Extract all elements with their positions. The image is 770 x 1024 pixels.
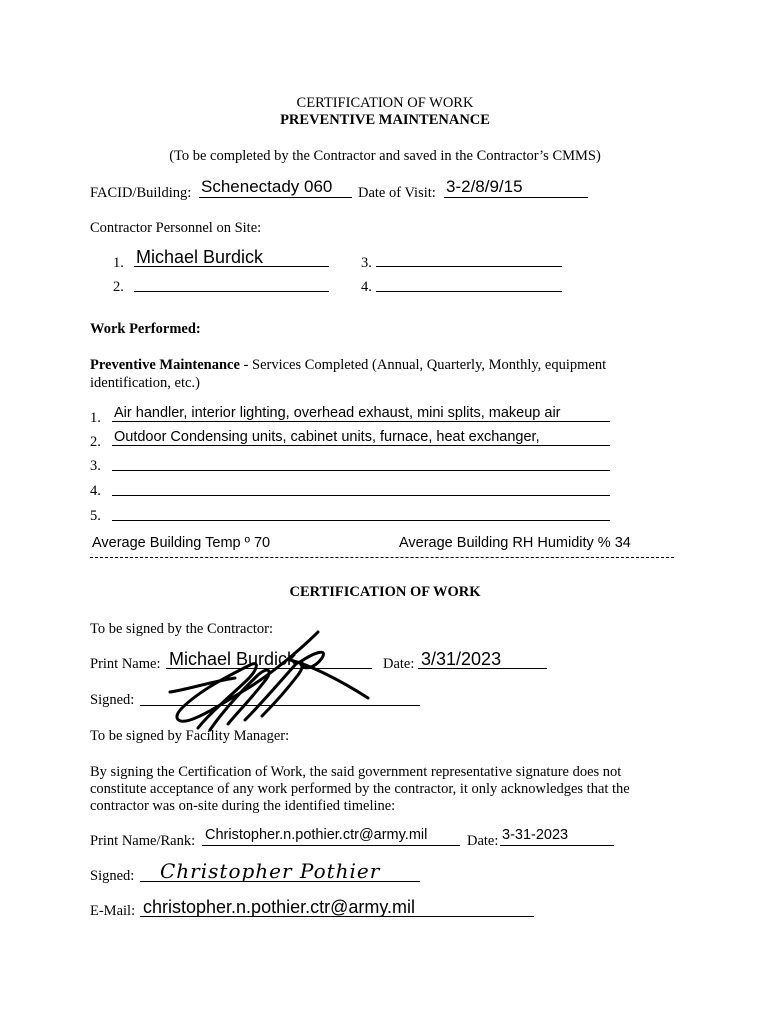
fm-date-value: 3-31-2023 — [502, 827, 569, 843]
fm-date-field[interactable] — [500, 845, 614, 846]
disclaimer-line-3: contractor was on-site during the identified timeline: — [90, 798, 396, 814]
personnel-field-3[interactable] — [376, 266, 562, 267]
service-field-5[interactable] — [112, 520, 610, 521]
personnel-num-1: 1. — [113, 255, 124, 271]
facid-field[interactable] — [199, 197, 352, 198]
rank-value: Christopher.n.pothier.ctr@army.mil — [205, 827, 428, 843]
fm-date-label: Date: — [467, 833, 499, 849]
pm-text: - Services Completed (Annual, Quarterly, Monthly, equipment — [239, 357, 607, 373]
form-subtitle: PREVENTIVE MAINTENANCE — [280, 112, 490, 128]
personnel-value-1: Michael Burdick — [136, 247, 264, 267]
rank-label: Print Name/Rank: — [90, 833, 196, 849]
fm-signature-mark: Christopher Pothier — [160, 859, 381, 883]
contractor-date-value: 3/31/2023 — [421, 649, 502, 669]
work-heading: Work Performed: — [90, 321, 201, 337]
pm-description — [90, 357, 606, 374]
visit-date-label: Date of Visit: — [358, 185, 436, 201]
personnel-field-4[interactable] — [376, 291, 562, 292]
disclaimer-line-2: constitute acceptance of any work performed by the contractor, it only acknowledges that the — [90, 781, 630, 797]
pm-label: Preventive Maintenance — [90, 357, 240, 373]
personnel-num-4: 4. — [361, 279, 372, 295]
service-field-1[interactable] — [112, 421, 610, 422]
avg-temp: Average Building Temp º 70 — [92, 535, 271, 551]
personnel-num-3: 3. — [361, 255, 372, 271]
section-divider — [90, 557, 674, 558]
personnel-label: Contractor Personnel on Site: — [90, 220, 262, 236]
service-value-2: Outdoor Condensing units, cabinet units, furnace, heat exchanger, — [114, 429, 540, 445]
email-label: E-Mail: — [90, 903, 136, 919]
facid-value: Schenectady 060 — [201, 177, 333, 196]
fm-signed-label: Signed: — [90, 868, 135, 884]
fm-sign-label: To be signed by Facility Manager: — [90, 728, 290, 744]
service-num-4: 4. — [90, 483, 101, 499]
service-field-4[interactable] — [112, 495, 610, 496]
form-title: CERTIFICATION OF WORK — [296, 95, 474, 111]
service-field-3[interactable] — [112, 470, 610, 471]
contractor-date-label: Date: — [383, 656, 415, 672]
email-value: christopher.n.pothier.ctr@army.mil — [143, 897, 416, 917]
service-num-3: 3. — [90, 458, 101, 474]
disclaimer-line-1: By signing the Certification of Work, the said government representative signature does not — [90, 764, 622, 780]
service-num-5: 5. — [90, 508, 101, 524]
print-name-value: Michael Burdick — [169, 649, 297, 669]
facid-label: FACID/Building: — [90, 185, 192, 201]
service-num-1: 1. — [90, 410, 101, 426]
form-instruction: (To be completed by the Contractor and saved in the Contractor’s CMMS) — [169, 148, 601, 164]
contractor-sign-label: To be signed by the Contractor: — [90, 621, 274, 637]
print-name-label: Print Name: — [90, 656, 161, 672]
rank-field[interactable] — [202, 845, 460, 846]
personnel-num-2: 2. — [113, 279, 124, 295]
avg-humidity: Average Building RH Humidity % 34 — [399, 535, 631, 551]
visit-date-value: 3-2/8/9/15 — [446, 177, 523, 196]
certification-heading: CERTIFICATION OF WORK — [289, 584, 481, 600]
pm-text-cont: identification, etc.) — [90, 375, 200, 391]
service-field-2[interactable] — [112, 445, 610, 446]
service-value-1: Air handler, interior lighting, overhead exhaust, mini splits, makeup air — [114, 405, 561, 421]
visit-date-field[interactable] — [444, 197, 588, 198]
personnel-field-2[interactable] — [134, 291, 329, 292]
service-num-2: 2. — [90, 434, 101, 450]
contractor-signed-label: Signed: — [90, 692, 135, 708]
contractor-signature-mark — [150, 620, 380, 735]
